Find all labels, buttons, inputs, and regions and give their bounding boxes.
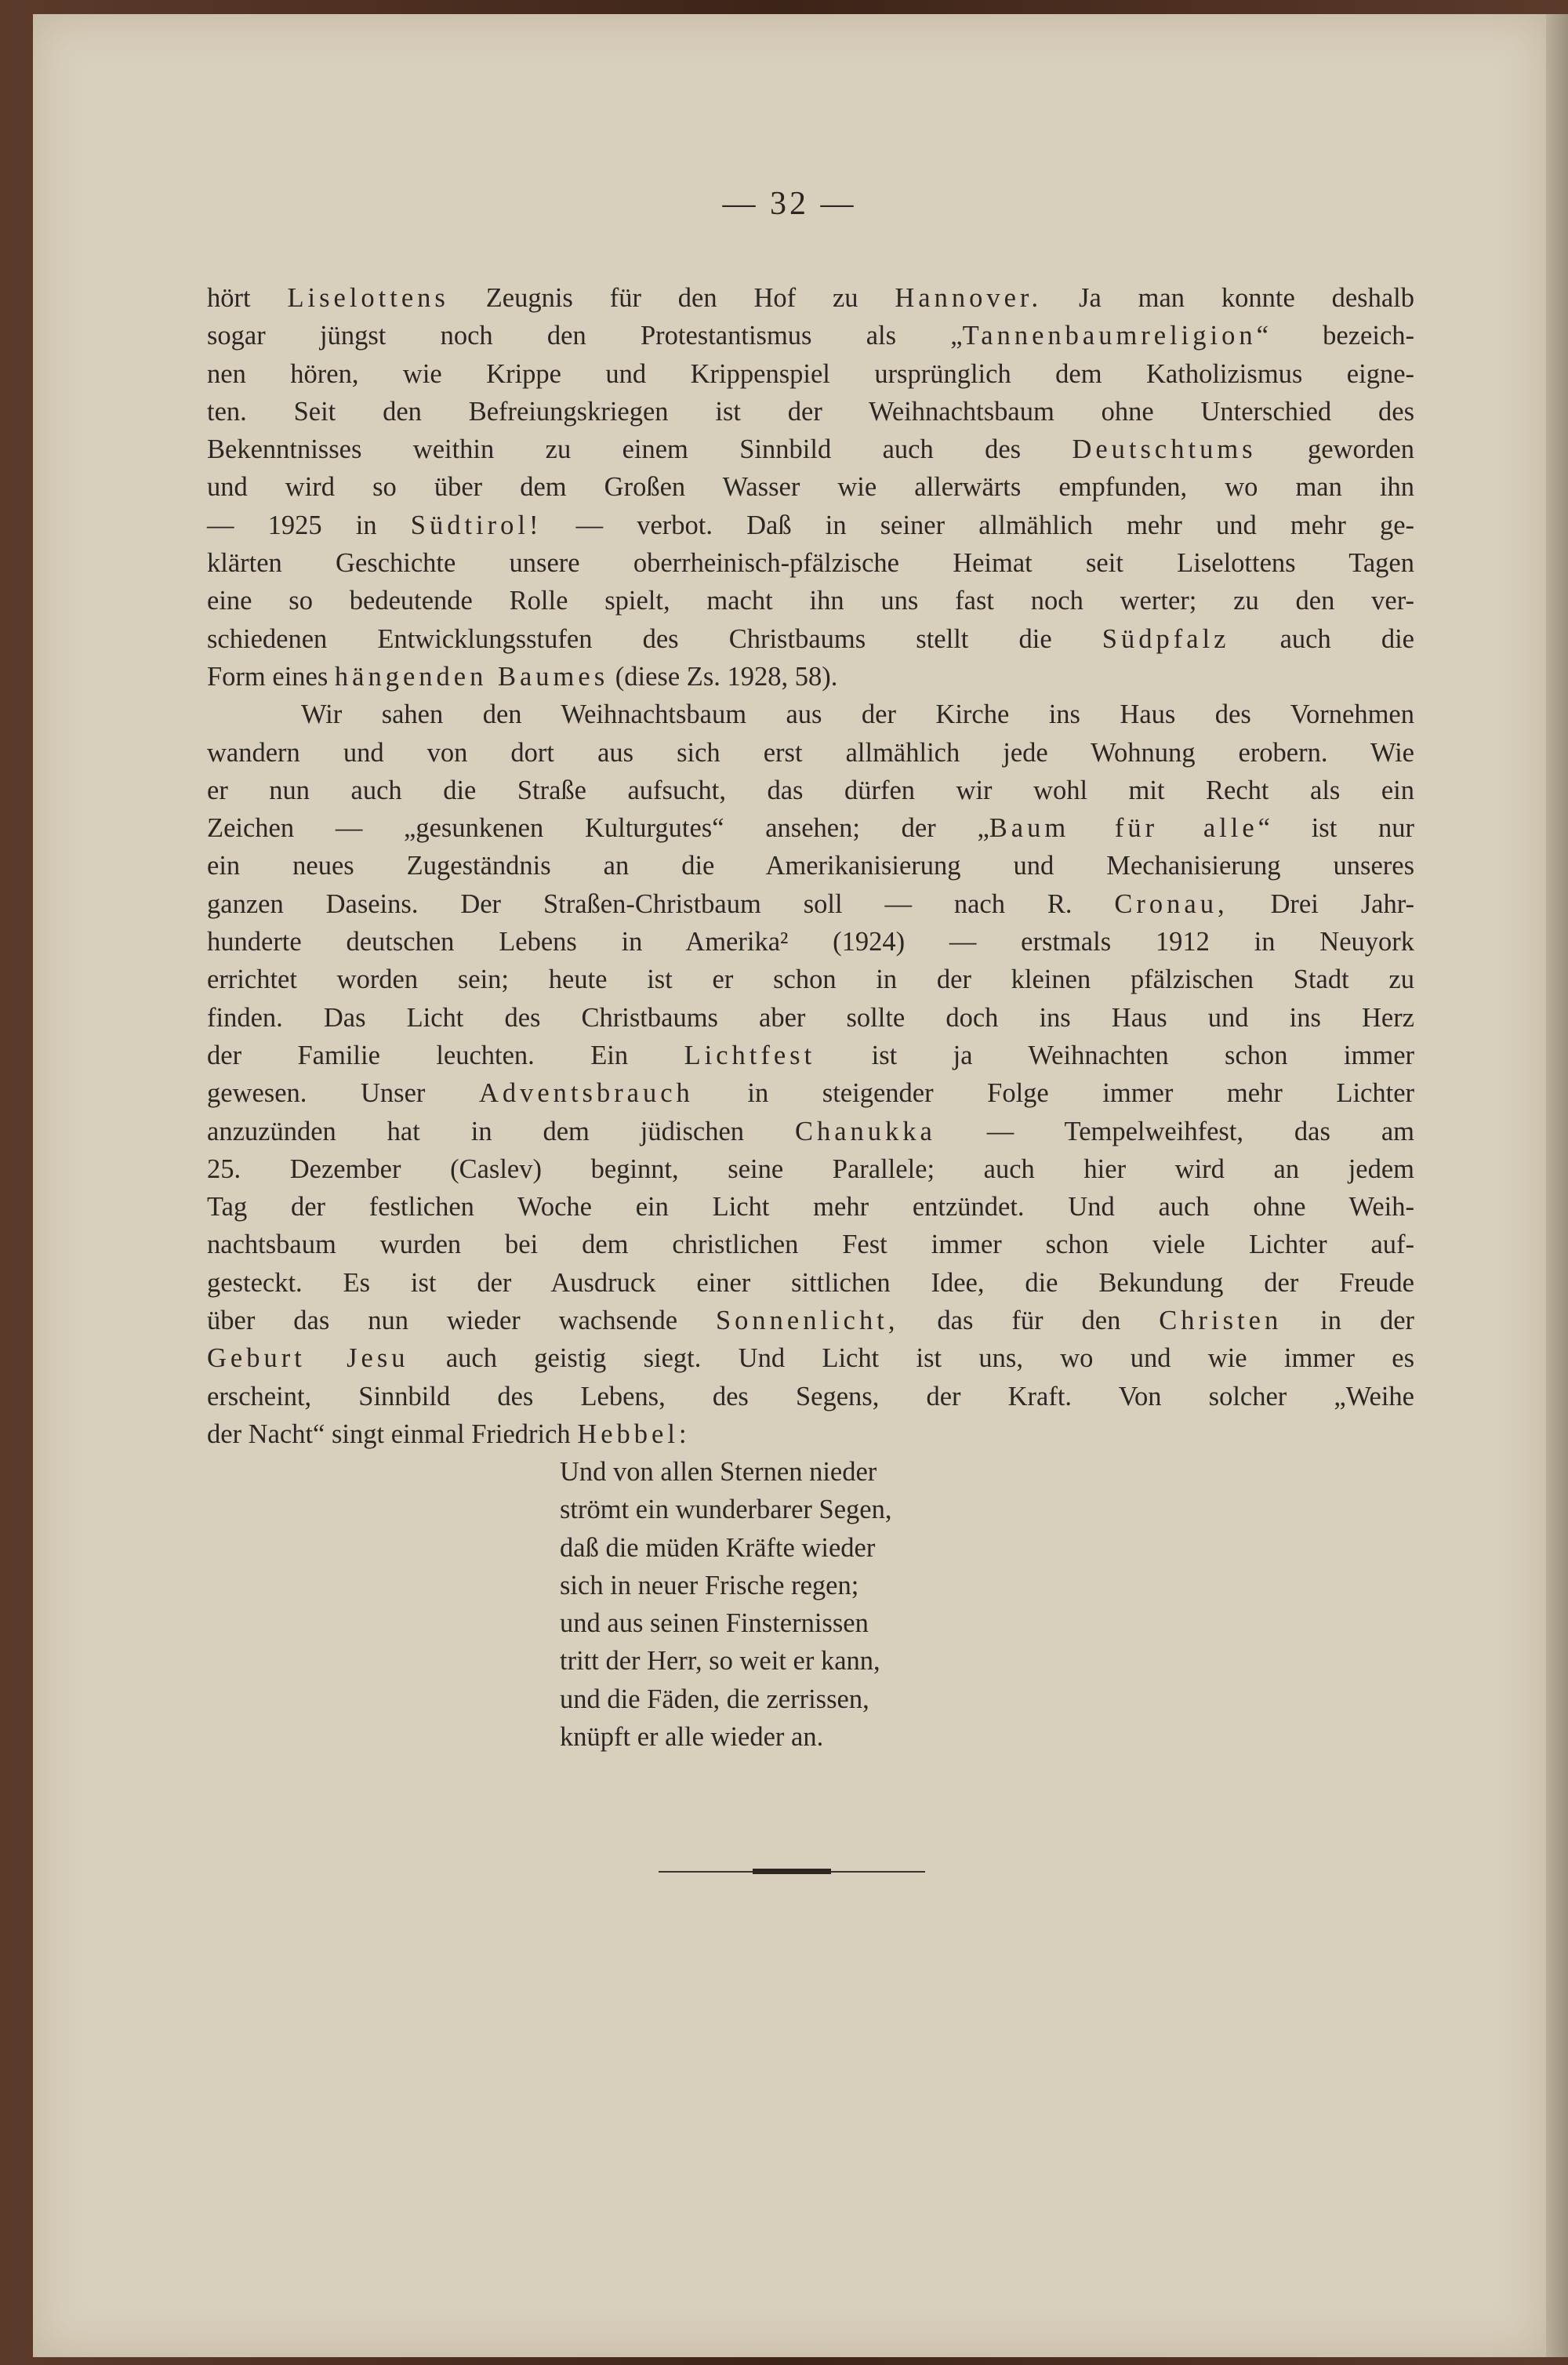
spaced-emphasis: Adventsbrauch xyxy=(478,1078,694,1109)
text-line: sogar jüngst noch den Protestantismus als „Tannenbaumreligion“ bezeich- xyxy=(207,321,1414,351)
text-line: hunderte deutschen Lebens in Amerika² (1924) — erstmals 1912 in Neuyork xyxy=(207,927,1414,957)
text-line: Geburt Jesu auch geistig siegt. Und Licht ist uns, wo und wie immer es xyxy=(207,1343,1415,1374)
text-line: ten. Seit den Befreiungskriegen ist der Weihnachtsbaum ohne Unterschied des xyxy=(207,396,1414,427)
text-line: errichtet worden sein; heute ist er schon in der kleinen pfälzischen Stadt zu xyxy=(207,965,1414,995)
spaced-emphasis: Baum für alle xyxy=(989,813,1258,844)
text-line: eine so bedeutende Rolle spielt, macht ihn uns fast noch werter; zu den ver- xyxy=(207,586,1414,616)
spaced-emphasis: Cronau, xyxy=(1114,888,1229,919)
spaced-emphasis: Südpfalz xyxy=(1102,623,1230,654)
text-line: 25. Dezember (Caslev) beginnt, seine Parallele; auch hier wird an jedem xyxy=(207,1153,1414,1184)
spaced-emphasis: Geburt Jesu xyxy=(207,1343,409,1374)
text-line: nen hören, wie Krippe und Krippenspiel ursprünglich dem Katholizismus eigne- xyxy=(207,358,1414,389)
text-line: wandern und von dort aus sich erst allmählich jede Wohnung erobern. Wie xyxy=(207,737,1414,768)
spaced-emphasis: Hannover. xyxy=(895,283,1043,313)
poem-line: und aus seinen Finsternissen xyxy=(560,1608,869,1639)
spaced-emphasis: Sonnenlicht, xyxy=(716,1306,899,1336)
text-line: ganzen Daseins. Der Straßen-Christbaum soll — nach R. Cronau, Drei Jahr- xyxy=(207,888,1414,919)
text-line: erscheint, Sinnbild des Lebens, des Segens, der Kraft. Von solcher „Weihe xyxy=(207,1381,1414,1411)
text-line: Zeichen — „gesunkenen Kulturgutes“ ansehen; der „Baum für alle“ ist nur xyxy=(207,813,1414,844)
text-line: ein neues Zugeständnis an die Amerikanisierung und Mechanisierung unseres xyxy=(207,851,1414,881)
spaced-emphasis: Chanukka xyxy=(794,1116,936,1146)
text-line: der Familie leuchten. Ein Lichtfest ist ja Weihnachten schon immer xyxy=(207,1040,1414,1070)
text-line: klärten Geschichte unsere oberrheinisch-pfälzische Heimat seit Liselottens Tagen xyxy=(207,548,1414,579)
text-line: nachtsbaum wurden bei dem christlichen Fest immer schon viele Lichter auf- xyxy=(207,1230,1414,1260)
text-line: Bekenntnisses weithin zu einem Sinnbild auch des Deutschtums geworden xyxy=(207,434,1414,465)
poem-line: tritt der Herr, so weit er kann, xyxy=(560,1646,880,1677)
book-page xyxy=(33,14,1546,2357)
page-gutter xyxy=(1546,14,1568,2357)
poem-quote xyxy=(560,1453,891,1756)
spaced-emphasis: Tannenbaumreligion xyxy=(962,321,1257,351)
poem-line: daß die müden Kräfte wieder xyxy=(560,1532,876,1563)
poem-line: sich in neuer Frische regen; xyxy=(560,1570,859,1600)
text-line: anzuzünden hat in dem jüdischen Chanukka — Tempelweihfest, das am xyxy=(207,1116,1414,1146)
text-line: Tag der festlichen Woche ein Licht mehr entzündet. Und auch ohne Weih- xyxy=(207,1192,1414,1222)
paragraph-1 xyxy=(207,279,1414,696)
text-line: Form eines hängenden Baumes (diese Zs. 1928, 58). xyxy=(207,661,838,692)
text-line: über das nun wieder wachsende Sonnenlicht, das für den Christen in der xyxy=(207,1306,1415,1336)
text-line: finden. Das Licht des Christbaums aber sollte doch ins Haus und ins Herz xyxy=(207,1002,1414,1033)
text-line: schiedenen Entwicklungsstufen des Christbaums stellt die Südpfalz auch die xyxy=(207,623,1414,654)
text-line: und wird so über dem Großen Wasser wie allerwärts empfunden, wo man ihn xyxy=(207,472,1414,503)
poem-line: Und von allen Sternen nieder xyxy=(560,1457,877,1487)
poem-line: knüpft er alle wieder an. xyxy=(560,1722,824,1753)
spaced-emphasis: Hebbel: xyxy=(577,1419,691,1449)
section-divider-ornament xyxy=(753,1869,831,1874)
text-line: der Nacht“ singt einmal Friedrich Hebbel: xyxy=(207,1419,691,1449)
poem-line: strömt ein wunderbarer Segen, xyxy=(560,1495,892,1525)
page-number: — 32 — xyxy=(722,186,857,222)
spaced-emphasis: Lichtfest xyxy=(684,1040,816,1070)
poem-line: und die Fäden, die zerrissen, xyxy=(560,1684,869,1714)
text-line: gesteckt. Es ist der Ausdruck einer sittlichen Idee, die Bekundung der Freude xyxy=(207,1267,1414,1298)
spaced-emphasis: Deutschtums xyxy=(1072,434,1257,465)
text-line: er nun auch die Straße aufsucht, das dürfen wir wohl mit Recht als ein xyxy=(207,775,1414,805)
text-line: Wir sahen den Weihnachtsbaum aus der Kirche ins Haus des Vornehmen xyxy=(301,699,1414,730)
text-line: hört Liselottens Zeugnis für den Hof zu Hannover. Ja man konnte deshalb xyxy=(207,283,1415,313)
body-text xyxy=(207,279,1414,1453)
paragraph-2 xyxy=(207,696,1414,1453)
spaced-emphasis: hängenden Baumes xyxy=(334,661,609,692)
spaced-emphasis: Christen xyxy=(1159,1306,1283,1336)
text-line: gewesen. Unser Adventsbrauch in steigender Folge immer mehr Lichter xyxy=(207,1078,1415,1109)
spaced-emphasis: Liselottens xyxy=(287,283,449,313)
text-line: — 1925 in Südtirol! — verbot. Daß in seiner allmählich mehr und mehr ge- xyxy=(207,510,1414,540)
spaced-emphasis: Südtirol! xyxy=(410,510,543,540)
